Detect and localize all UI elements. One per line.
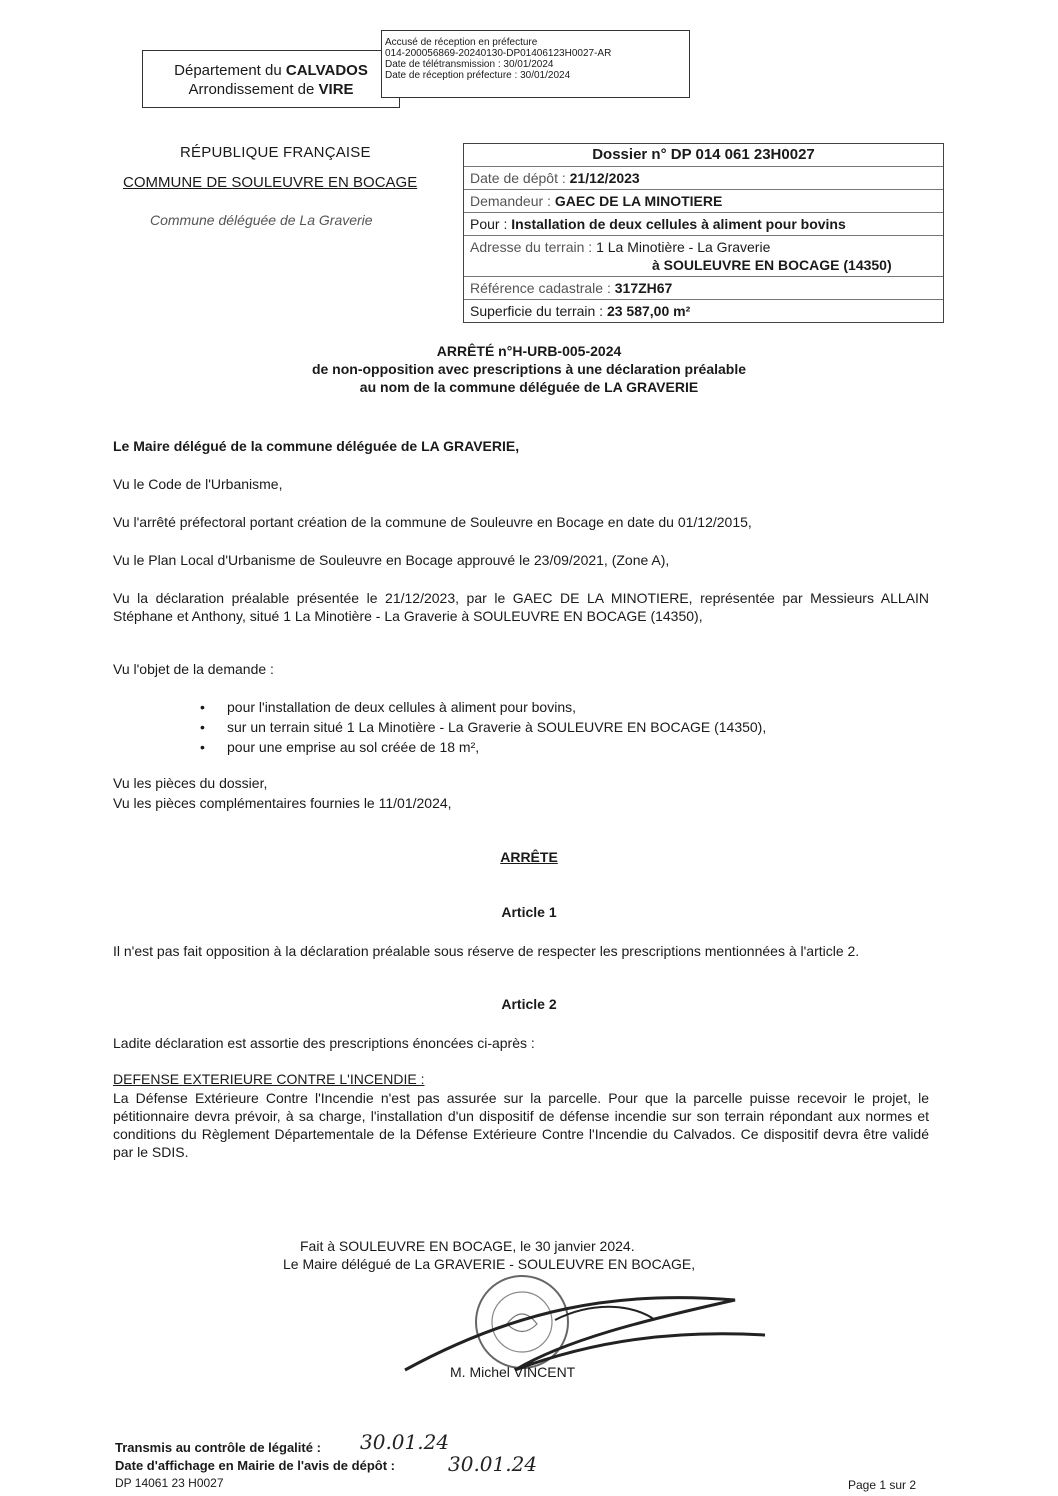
dossier-ref-row bbox=[464, 276, 943, 299]
vu-pieces: Vu les pièces du dossier, bbox=[113, 775, 268, 791]
dept-name: CALVADOS bbox=[285, 62, 368, 79]
maire-line: Le Maire délégué de la commune déléguée de LA GRAVERIE, bbox=[113, 438, 520, 454]
superficie-value: 23 587,00 m² bbox=[606, 303, 691, 319]
depot-value: 21/12/2023 bbox=[569, 170, 640, 186]
bullet-item: • pour une emprise au sol créée de 18 m², bbox=[200, 739, 480, 755]
pour-value: Installation de deux cellules à aliment pour bovins bbox=[511, 216, 846, 232]
article-2-title: Article 2 bbox=[501, 996, 557, 1012]
article-2-text: Ladite déclaration est assortie des prescriptions énoncées ci-après : bbox=[113, 1035, 535, 1051]
ar-line-3: Date de télétransmission : 30/01/2024 bbox=[385, 59, 554, 70]
vu-plu: Vu le Plan Local d'Urbanisme de Souleuvre en Bocage approuvé le 23/09/2021, (Zone A), bbox=[113, 552, 670, 568]
department-box bbox=[142, 50, 400, 108]
dossier-title: Dossier n° DP 014 061 23H0027 bbox=[592, 146, 815, 163]
ar-line-1: Accusé de réception en préfecture bbox=[385, 37, 538, 48]
ref-label: Référence cadastrale : bbox=[470, 280, 611, 296]
ref-value: 317ZH67 bbox=[614, 280, 673, 296]
dossier-superficie-row bbox=[464, 299, 943, 322]
dossier-demandeur-row bbox=[464, 189, 943, 212]
arrete-title bbox=[0, 342, 1058, 396]
transmis-value: 30.01.24 bbox=[360, 1430, 450, 1454]
bullet-item: • pour l'installation de deux cellules à aliment pour bovins, bbox=[200, 699, 576, 715]
transmis-label: Transmis au contrôle de légalité : bbox=[115, 1440, 321, 1455]
ar-line-4: Date de réception préfecture : 30/01/2024 bbox=[385, 70, 571, 81]
arrete-title-line-2: de non-opposition avec prescriptions à une déclaration préalable bbox=[311, 361, 747, 377]
adresse-label: Adresse du terrain : bbox=[470, 239, 593, 255]
commune-heading: COMMUNE DE SOULEUVRE EN BOCAGE bbox=[123, 174, 418, 191]
signature-fait: Fait à SOULEUVRE EN BOCAGE, le 30 janvier 2024. bbox=[300, 1238, 635, 1254]
vu-code: Vu le Code de l'Urbanisme, bbox=[113, 476, 283, 492]
ar-line-2: 014-200056869-20240130-DP01406123H0027-AR bbox=[385, 48, 612, 59]
defense-title: DEFENSE EXTERIEURE CONTRE L'INCENDIE : bbox=[113, 1071, 425, 1087]
signature-role: Le Maire délégué de La GRAVERIE - SOULEUVRE EN BOCAGE, bbox=[283, 1256, 696, 1272]
dossier-adresse-row bbox=[464, 235, 943, 276]
depot-label: Date de dépôt : bbox=[470, 170, 566, 186]
demandeur-label: Demandeur : bbox=[470, 193, 551, 209]
adresse-value-1: 1 La Minotière - La Graverie bbox=[596, 239, 771, 255]
commune-deleguee: Commune déléguée de La Graverie bbox=[150, 212, 373, 228]
pour-label: Pour : bbox=[470, 216, 508, 232]
arrete-title-line-3: au nom de la commune déléguée de LA GRAVERIE bbox=[359, 379, 699, 395]
vu-pieces-complementaires: Vu les pièces complémentaires fournies le 11/01/2024, bbox=[113, 795, 452, 811]
dossier-depot-row bbox=[464, 166, 943, 189]
bullet-item: • sur un terrain situé 1 La Minotière - La Graverie à SOULEUVRE EN BOCAGE (14350), bbox=[200, 719, 767, 735]
adresse-value-2: à SOULEUVRE EN BOCAGE (14350) bbox=[652, 257, 892, 273]
superficie-label: Superficie du terrain : bbox=[470, 303, 604, 319]
bullet-text-1: pour l'installation de deux cellules à aliment pour bovins, bbox=[227, 699, 576, 715]
acknowledgement-box bbox=[381, 30, 690, 98]
dept-prefix: Département du bbox=[174, 62, 282, 79]
republique-heading: RÉPUBLIQUE FRANÇAISE bbox=[180, 144, 371, 161]
page-number: Page 1 sur 2 bbox=[848, 1478, 917, 1492]
vu-arrete-prefectoral: Vu l'arrêté préfectoral portant création de la commune de Souleuvre en Bocage en date du 01/12/2015, bbox=[113, 514, 752, 530]
arrete-title-line-1: ARRÊTÉ n°H-URB-005-2024 bbox=[436, 343, 622, 359]
bullet-text-3: pour une emprise au sol créée de 18 m², bbox=[227, 739, 480, 755]
arr-prefix: Arrondissement de bbox=[188, 81, 315, 98]
article-1-text: Il n'est pas fait opposition à la déclaration préalable sous réserve de respecter les prescriptions mentionnées à l'article 2. bbox=[113, 943, 860, 959]
bullet-text-2: sur un terrain situé 1 La Minotière - La Graverie à SOULEUVRE EN BOCAGE (14350), bbox=[227, 719, 767, 735]
vu-declaration: Vu la déclaration préalable présentée le 21/12/2023, par le GAEC DE LA MINOTIERE, représentée par Messieurs ALLAIN Stéphane et Anthony, situé 1 La Minotière - La Graverie à SOULEUVRE EN BOCAGE (14350), bbox=[113, 590, 929, 624]
signatory-name: M. Michel VINCENT bbox=[450, 1364, 576, 1380]
dossier-pour-row bbox=[464, 212, 943, 235]
footer-dossier-ref: DP 14061 23 H0027 bbox=[115, 1476, 224, 1490]
defense-text: La Défense Extérieure Contre l'Incendie n'est pas assurée sur la parcelle. Pour que la parcelle puisse recevoir le projet, le pétitionnaire devra prévoir, à sa charge, l'installation d'un dispositif de défense incendie sur son terrain répondant aux normes et conditions du Règlement Départementale de la Défense Extérieure Contre l'Incendie du Calvados. Ce dispositif devra être validé par le SDIS. bbox=[113, 1090, 929, 1160]
vu-objet: Vu l'objet de la demande : bbox=[113, 661, 274, 677]
dossier-table bbox=[463, 143, 944, 323]
affichage-label: Date d'affichage en Mairie de l'avis de dépôt : bbox=[115, 1458, 395, 1473]
arr-name: VIRE bbox=[318, 81, 354, 98]
affichage-value: 30.01.24 bbox=[448, 1452, 538, 1476]
demandeur-value: GAEC DE LA MINOTIERE bbox=[554, 193, 723, 209]
article-1-title: Article 1 bbox=[501, 904, 557, 920]
arrete-heading: ARRÊTE bbox=[500, 849, 558, 865]
